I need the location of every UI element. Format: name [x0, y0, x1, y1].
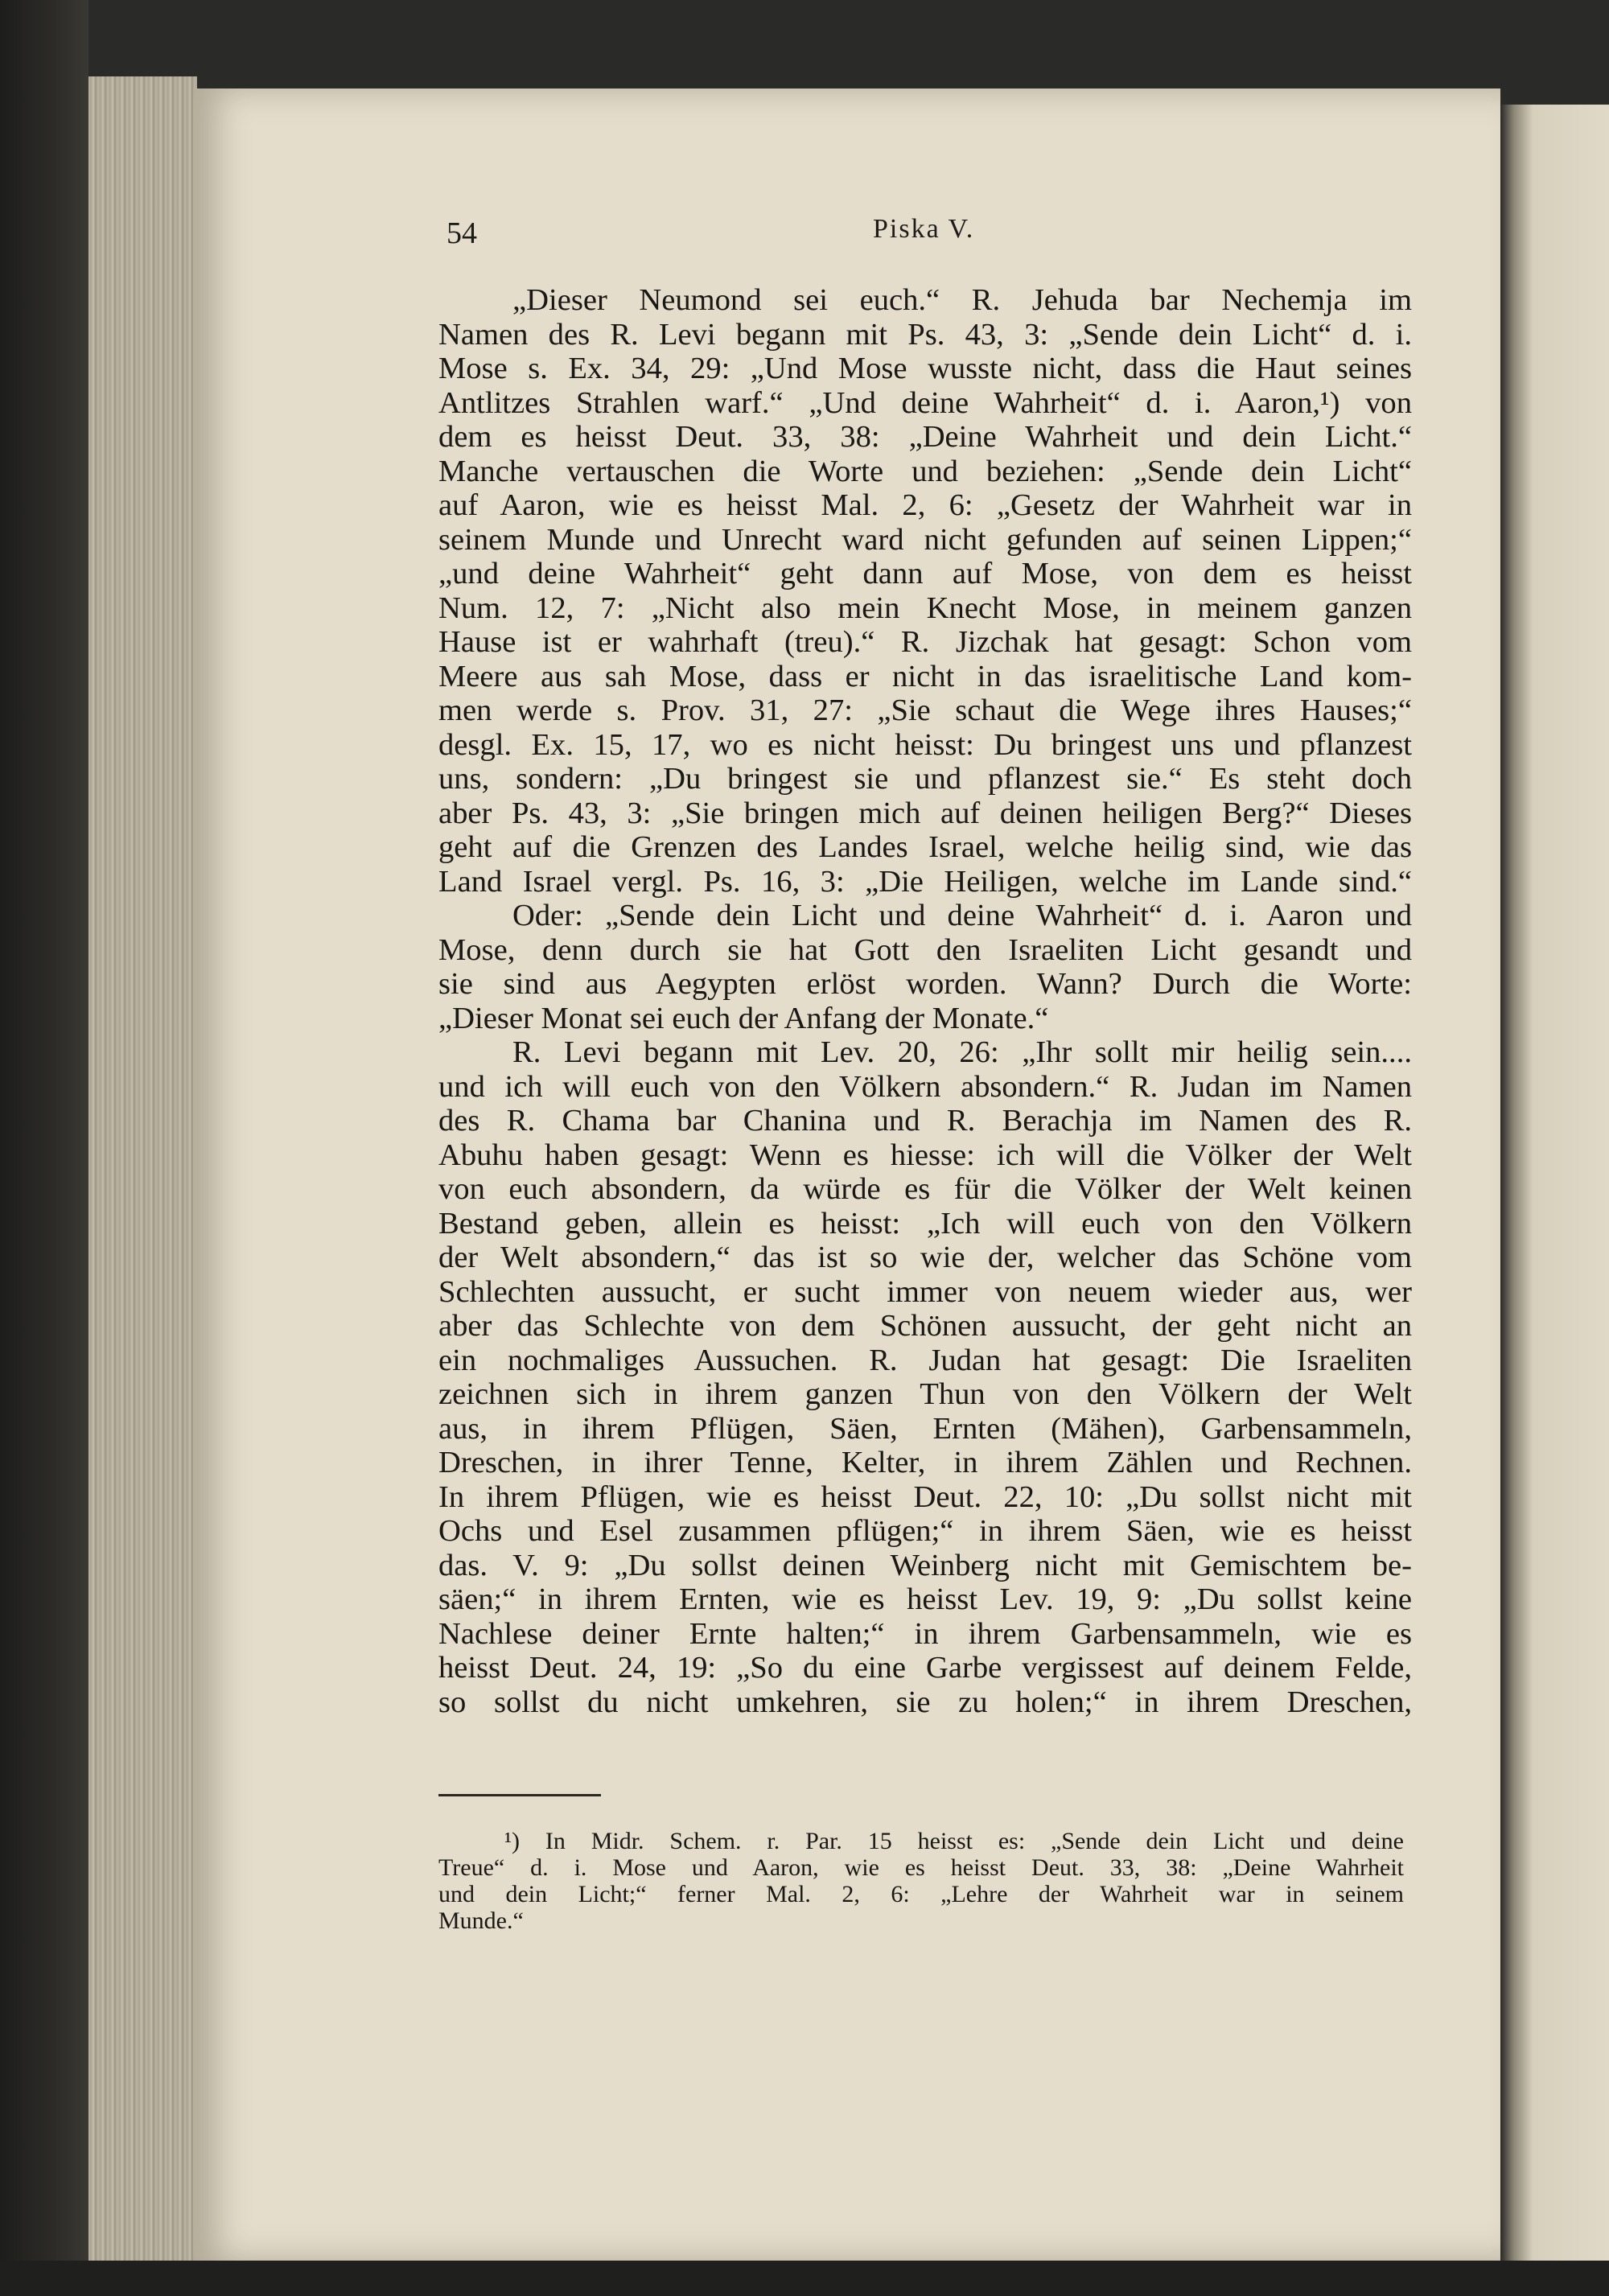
text-line: uns, sondern: „Du bringest sie und pflanzest sie.“ Es steht doch — [438, 762, 1412, 796]
facing-page-edge — [1500, 105, 1609, 2296]
text-line: das. V. 9: „Du sollst deinen Weinberg nicht mit Gemischtem be- — [438, 1548, 1412, 1582]
paragraph-1 — [438, 283, 1412, 899]
text-line: zeichnen sich in ihrem ganzen Thun von den Völkern der Welt — [438, 1377, 1412, 1411]
text-line: R. Levi begann mit Lev. 20, 26: „Ihr sollt mir heilig sein.... — [512, 1035, 1412, 1069]
text-line: „Dieser Neumond sei euch.“ R. Jehuda bar Nechemja im — [512, 283, 1412, 317]
body-text — [438, 283, 1412, 1719]
text-line: Antlitzes Strahlen warf.“ „Und deine Wahrheit“ d. i. Aaron,¹) von — [438, 385, 1412, 420]
text-line: säen;“ in ihrem Ernten, wie es heisst Lev. 19, 9: „Du sollst keine — [438, 1582, 1412, 1616]
text-line: heisst Deut. 24, 19: „So du eine Garbe vergissest auf deinem Felde, — [438, 1651, 1412, 1685]
text-line: Namen des R. Levi begann mit Ps. 43, 3: „Sende dein Licht“ d. i. — [438, 317, 1412, 352]
footnote-line: ¹) In Midr. Schem. r. Par. 15 heisst es: „Sende dein Licht und deine — [504, 1828, 1404, 1854]
running-title: Piska V. — [873, 214, 975, 244]
text-line: Meere aus sah Mose, dass er nicht in das israelitische Land kom- — [438, 659, 1412, 693]
bottom-shadow — [0, 2261, 1609, 2296]
page-edges — [88, 76, 197, 2265]
text-line: seinem Munde und Unrecht ward nicht gefunden auf seinen Lippen;“ — [438, 522, 1412, 557]
paragraph-3 — [438, 1035, 1412, 1719]
footnote-rule — [438, 1794, 601, 1796]
text-line: Nachlese deiner Ernte halten;“ in ihrem Garbensammeln, wie es — [438, 1616, 1412, 1651]
text-line: men werde s. Prov. 31, 27: „Sie schaut die Wege ihres Hauses;“ — [438, 693, 1412, 727]
text-line: des R. Chama bar Chanina und R. Berachja im Namen des R. — [438, 1104, 1412, 1138]
page-header — [446, 216, 1412, 264]
paragraph-2 — [438, 899, 1412, 1035]
text-line: sie sind aus Aegypten erlöst worden. Wann? Durch die Worte: — [438, 967, 1412, 1001]
text-line: „und deine Wahrheit“ geht dann auf Mose, von dem es heisst — [438, 557, 1412, 590]
text-line: von euch absondern, da würde es für die Völker der Welt keinen — [438, 1172, 1412, 1206]
footnote-line: und dein Licht;“ ferner Mal. 2, 6: „Lehre der Wahrheit war in seinem — [438, 1881, 1404, 1907]
footnote-line: Treue“ d. i. Mose und Aaron, wie es heisst Deut. 33, 38: „Deine Wahrheit — [438, 1854, 1404, 1881]
text-line: und ich will euch von den Völkern absondern.“ R. Judan im Namen — [438, 1069, 1412, 1104]
text-line: dem es heisst Deut. 33, 38: „Deine Wahrheit und dein Licht.“ — [438, 420, 1412, 454]
book-cover-left — [0, 0, 88, 2296]
text-line: ein nochmaliges Aussuchen. R. Judan hat gesagt: Die Israeliten — [438, 1343, 1412, 1377]
text-line: In ihrem Pflügen, wie es heisst Deut. 22, 10: „Du sollst nicht mit — [438, 1479, 1412, 1514]
text-line: auf Aaron, wie es heisst Mal. 2, 6: „Gesetz der Wahrheit war in — [438, 488, 1412, 522]
page-number: 54 — [446, 216, 477, 250]
text-line: „Dieser Monat sei euch der Anfang der Monate.“ — [438, 1001, 1049, 1035]
text-line: Dreschen, in ihrer Tenne, Kelter, in ihrem Zählen und Rechnen. — [438, 1446, 1412, 1479]
text-line: geht auf die Grenzen des Landes Israel, welche heilig sind, wie das — [438, 830, 1412, 864]
text-line: Abuhu haben gesagt: Wenn es hiesse: ich will die Völker der Welt — [438, 1138, 1412, 1172]
text-line: Schlechten aussucht, er sucht immer von neuem wieder aus, wer — [438, 1274, 1412, 1309]
footnote — [438, 1828, 1404, 1934]
text-line: Land Israel vergl. Ps. 16, 3: „Die Heiligen, welche im Lande sind.“ — [438, 864, 1412, 899]
text-line: desgl. Ex. 15, 17, wo es nicht heisst: Du bringest uns und pflanzest — [438, 727, 1412, 762]
text-line: Hause ist er wahrhaft (treu).“ R. Jizchak hat gesagt: Schon vom — [438, 625, 1412, 659]
text-line: Mose, denn durch sie hat Gott den Israeliten Licht gesandt und — [438, 932, 1412, 967]
footnote-line: Munde.“ — [438, 1907, 524, 1934]
text-line: aber Ps. 43, 3: „Sie bringen mich auf deinen heiligen Berg?“ Dieses — [438, 796, 1412, 830]
text-line: Mose s. Ex. 34, 29: „Und Mose wusste nicht, dass die Haut seines — [438, 352, 1412, 385]
text-line: so sollst du nicht umkehren, sie zu holen;“ in ihrem Dreschen, — [438, 1685, 1412, 1719]
text-line: Bestand geben, allein es heisst: „Ich will euch von den Völkern — [438, 1206, 1412, 1241]
text-line: Oder: „Sende dein Licht und deine Wahrheit“ d. i. Aaron und — [512, 899, 1412, 932]
text-line: Manche vertauschen die Worte und beziehen: „Sende dein Licht“ — [438, 454, 1412, 488]
text-line: aber das Schlechte von dem Schönen aussucht, der geht nicht an — [438, 1309, 1412, 1343]
text-line: aus, in ihrem Pflügen, Säen, Ernten (Mähen), Garbensammeln, — [438, 1411, 1412, 1446]
text-line: Ochs und Esel zusammen pflügen;“ in ihrem Säen, wie es heisst — [438, 1514, 1412, 1548]
text-line: Num. 12, 7: „Nicht also mein Knecht Mose, in meinem ganzen — [438, 590, 1412, 625]
text-line: der Welt absondern,“ das ist so wie der, welcher das Schöne vom — [438, 1241, 1412, 1274]
